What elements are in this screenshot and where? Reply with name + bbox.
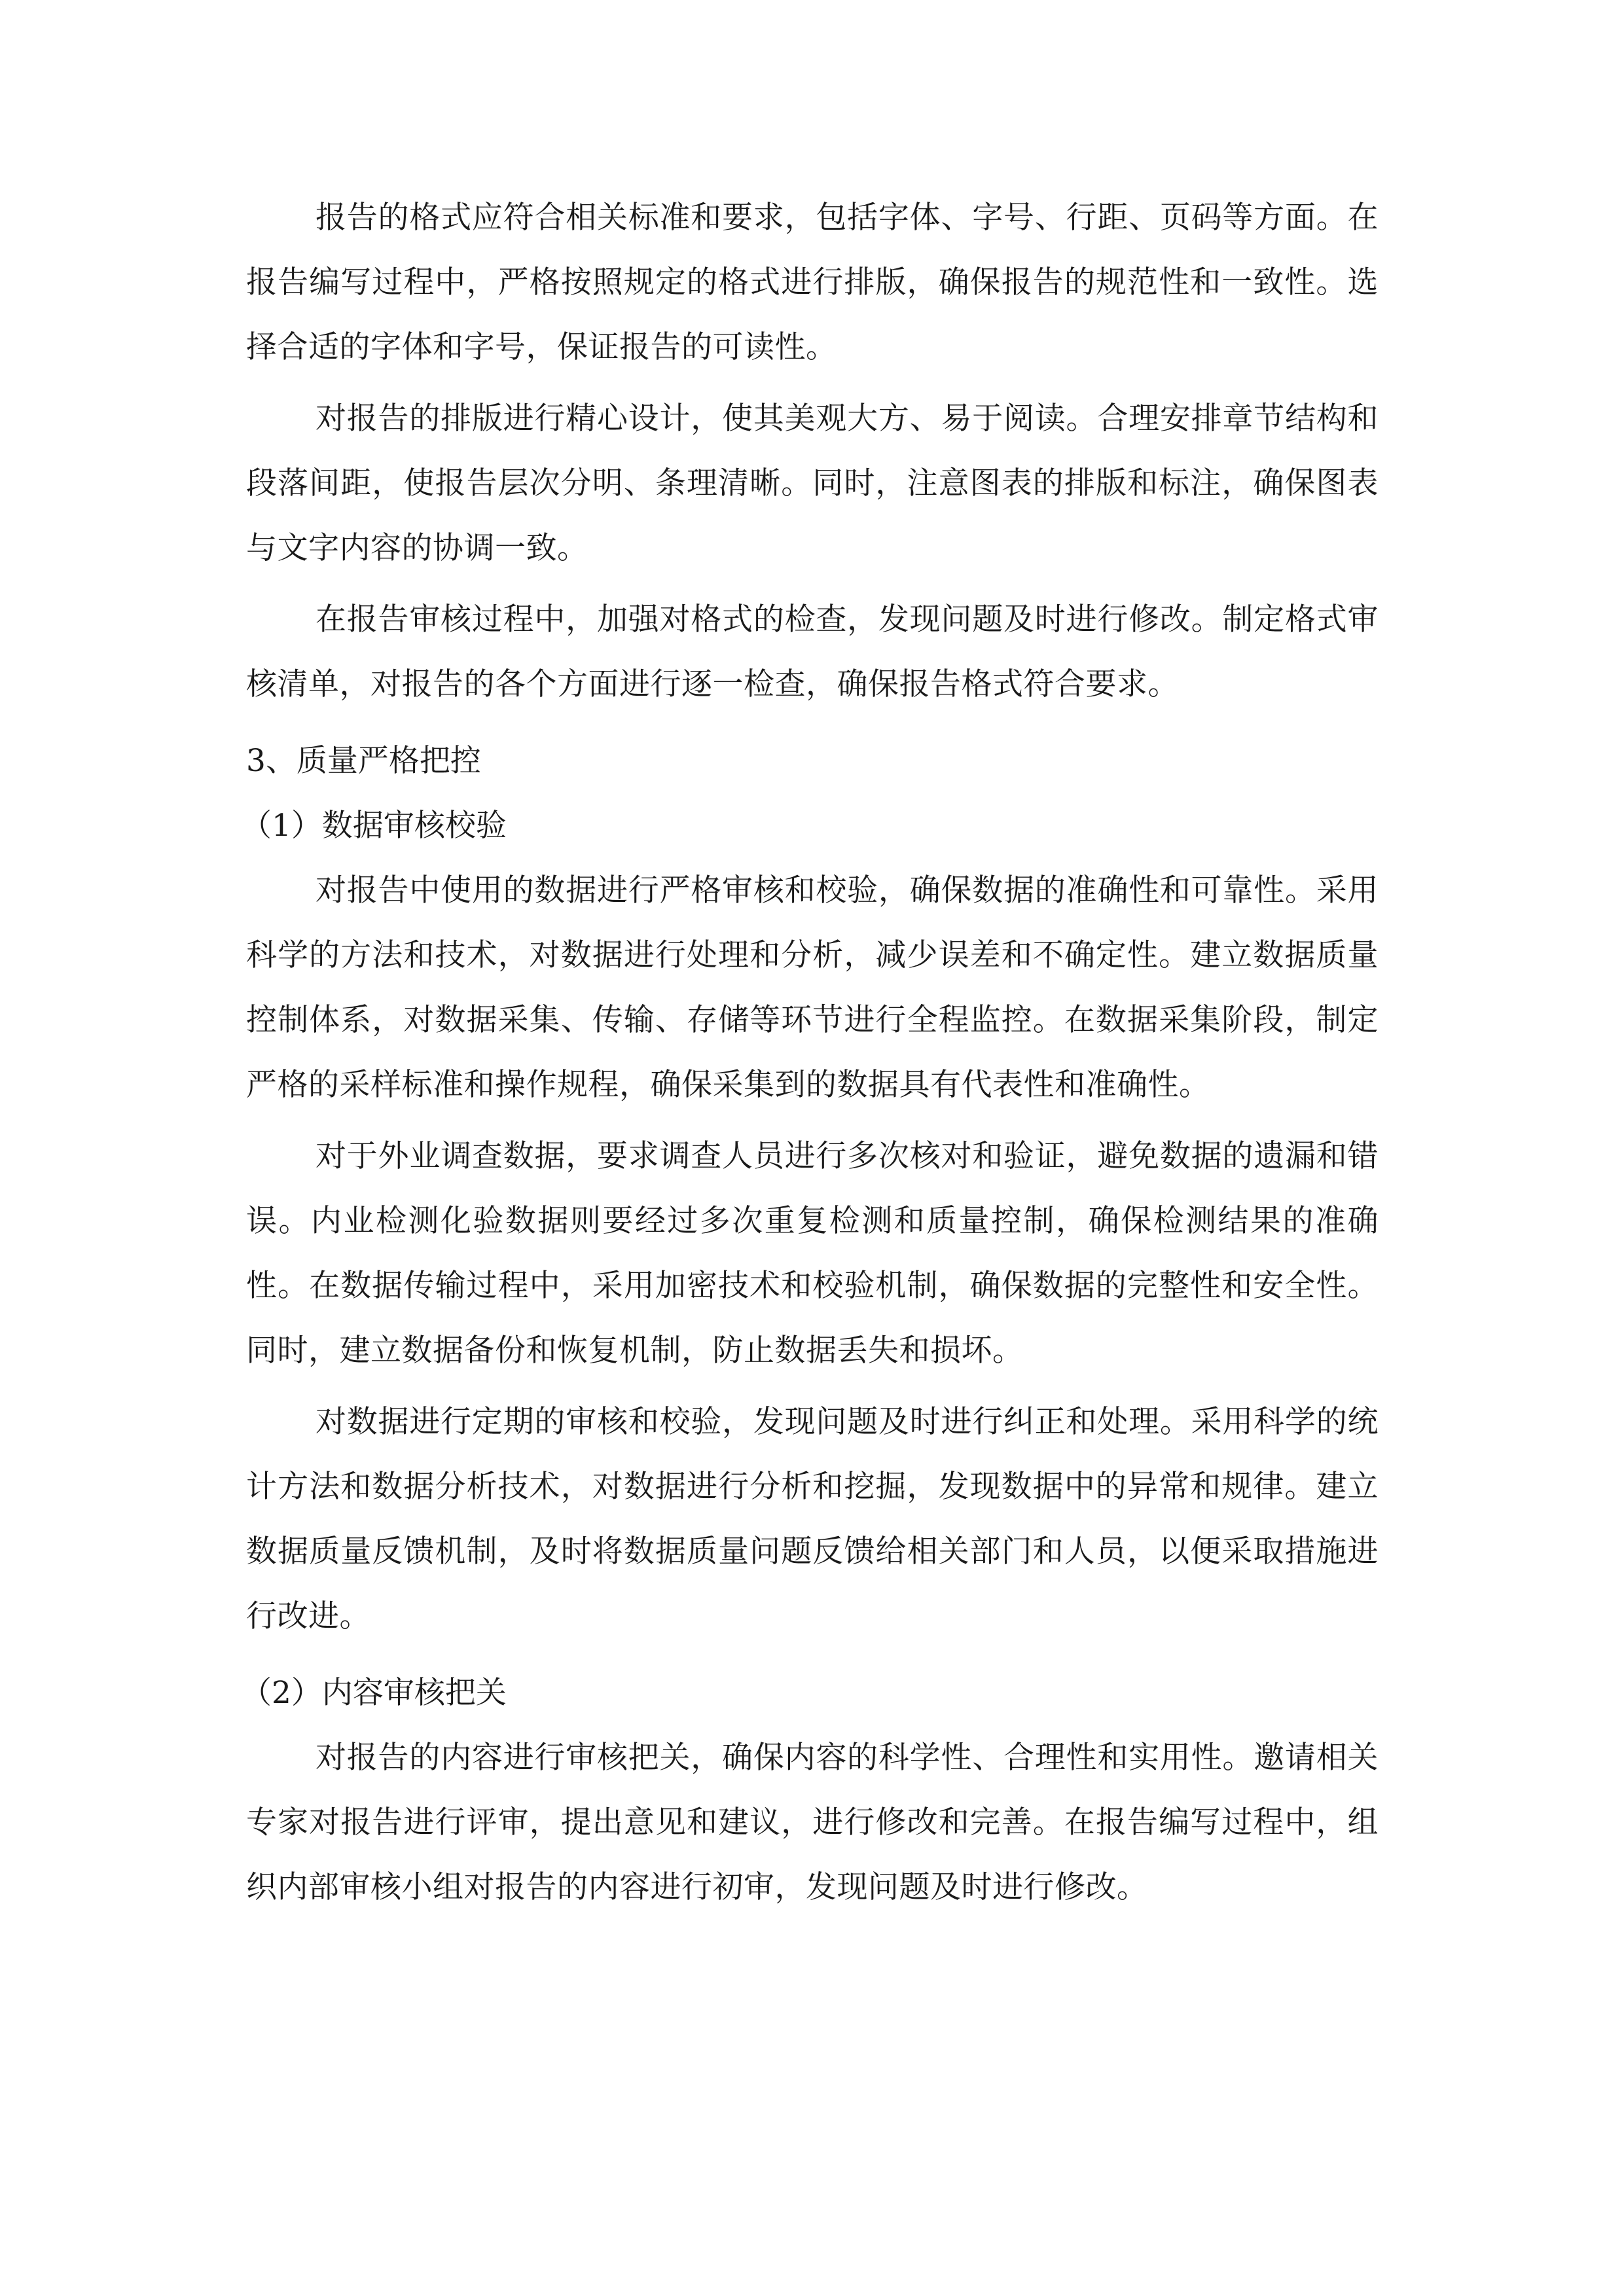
paragraph-content-review: 对报告的内容进行审核把关，确保内容的科学性、合理性和实用性。邀请相关专家对报告进行评审，提出意见和建议，进行修改和完善。在报告编写过程中，组织内部审核小组对报告的内容进行初审，发现问题及时进行修改。 — [246, 1740, 1379, 1905]
paragraph-field-data: 对于外业调查数据，要求调查人员进行多次核对和验证，避免数据的遗漏和错误。内业检测化验数据则要经过多次重复检测和质量控制，确保检测结果的准确性。在数据传输过程中，采用加密技术和校验机制，确保数据的完整性和安全性。同时，建立数据备份和恢复机制，防止数据丢失和损坏。 — [246, 1138, 1379, 1369]
paragraph-layout-design: 对报告的排版进行精心设计，使其美观大方、易于阅读。合理安排章节结构和段落间距，使报告层次分明、条理清晰。同时，注意图表的排版和标注，确保图表与文字内容的协调一致。 — [246, 401, 1379, 566]
paragraph-periodic-review: 对数据进行定期的审核和校验，发现问题及时进行纠正和处理。采用科学的统计方法和数据分析技术，对数据进行分析和挖掘，发现数据中的异常和规律。建立数据质量反馈机制，及时将数据质量问题反馈给相关部门和人员，以便采取措施进行改进。 — [246, 1404, 1379, 1634]
paragraph-data-verification: 对报告中使用的数据进行严格审核和校验，确保数据的准确性和可靠性。采用科学的方法和技术，对数据进行处理和分析，减少误差和不确定性。建立数据质量控制体系，对数据采集、传输、存储等环节进行全程监控。在数据采集阶段，制定严格的采样标准和操作规程，确保采集到的数据具有代表性和准确性。 — [246, 872, 1379, 1103]
document-body — [241, 185, 1379, 1920]
paragraph-format-standards: 报告的格式应符合相关标准和要求，包括字体、字号、行距、页码等方面。在报告编写过程中，严格按照规定的格式进行排版，确保报告的规范性和一致性。选择合适的字体和字号，保证报告的可读性。 — [246, 200, 1379, 365]
subheading-content-review: （2）内容审核把关 — [241, 1675, 507, 1711]
paragraph-format-review: 在报告审核过程中，加强对格式的检查，发现问题及时进行修改。制定格式审核清单，对报告的各个方面进行逐一检查，确保报告格式符合要求。 — [246, 601, 1379, 702]
section-heading-quality-control: 3、质量严格把控 — [246, 743, 481, 779]
subheading-data-review: （1）数据审核校验 — [241, 808, 507, 844]
